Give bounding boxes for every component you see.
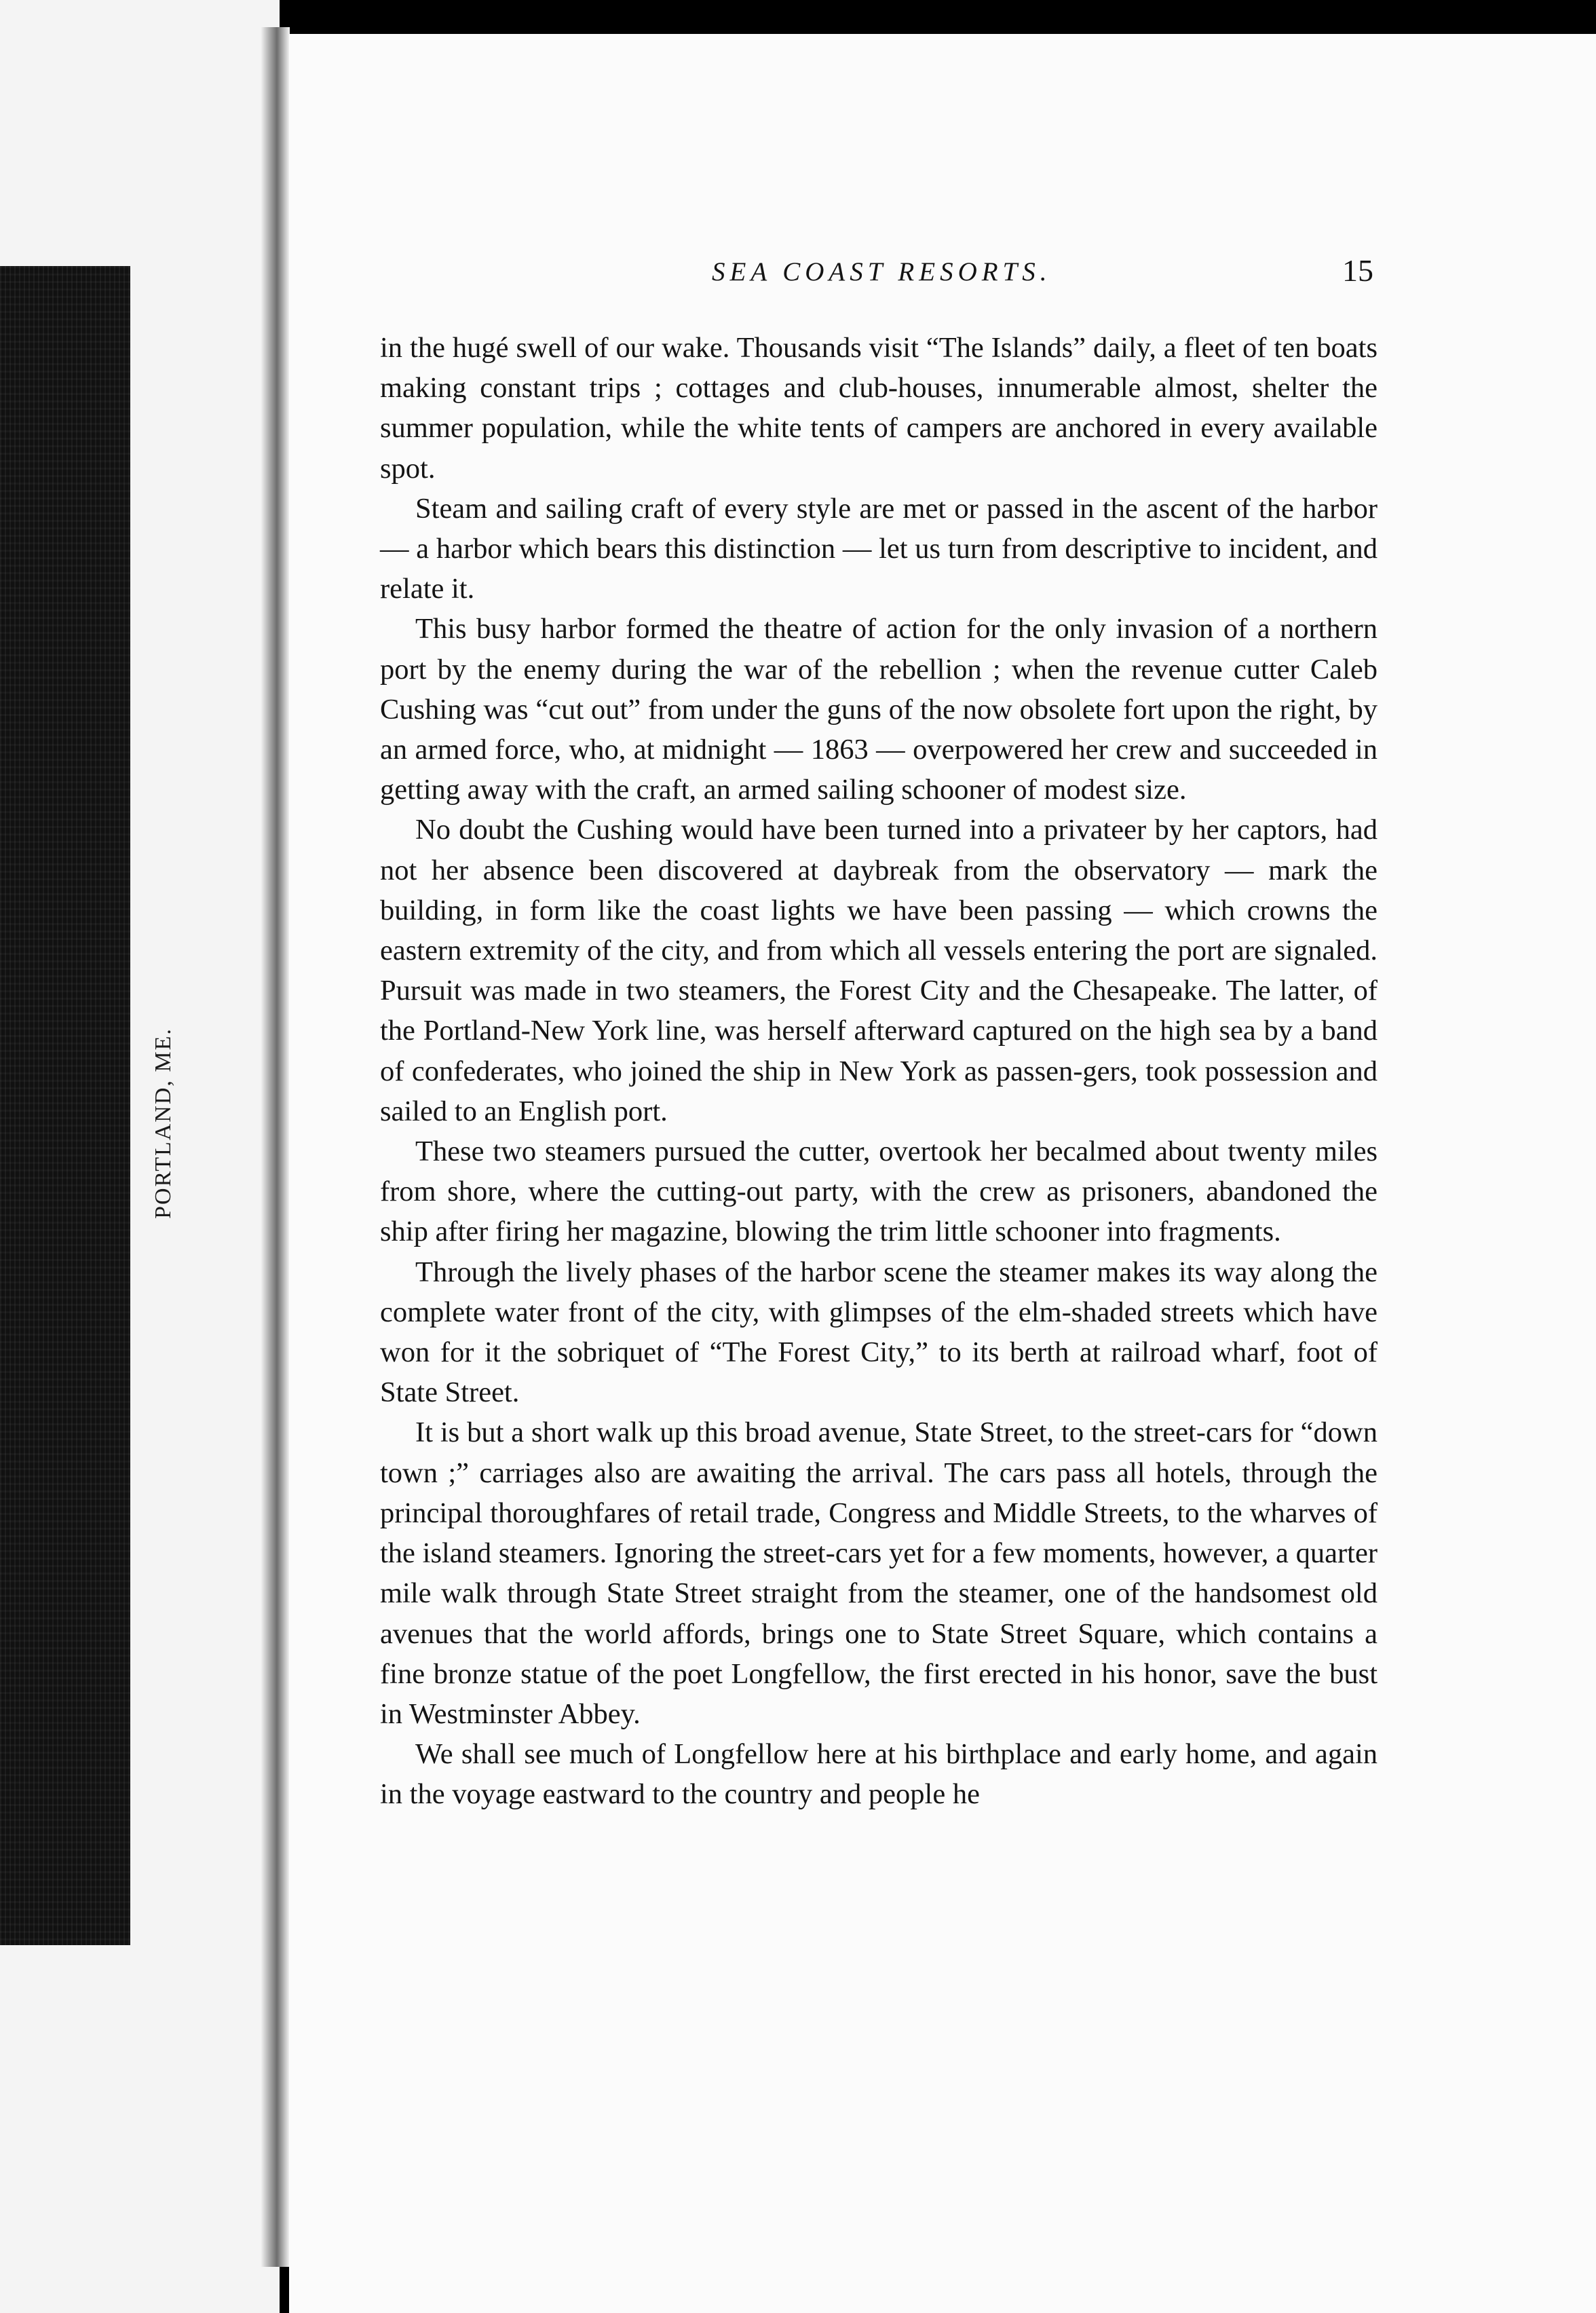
page-number: 15 bbox=[1342, 253, 1373, 288]
paragraph: This busy harbor formed the theatre of action for the only invasion of a northern port by the enemy during the war of the rebellion ; when the revenue cutter Caleb Cushing was “cut out” from under the guns of the now obsolete fort upon the right, by an armed force, who, at midnight — 1863 — overpowered her crew and succeeded in getting away with the craft, an armed sailing schooner of modest size. bbox=[380, 613, 1378, 806]
facing-page bbox=[0, 0, 280, 2313]
paragraph: These two steamers pursued the cutter, overtook her becalmed about twenty miles from shore, where the cutting-out party, with the crew as prisoners, abandoned the ship after firing her magazine, blowing the trim little schooner into fragments. bbox=[380, 1135, 1378, 1248]
paragraph: No doubt the Cushing would have been turned into a privateer by her captors, had not her absence been discovered at daybreak from the observatory — mark the building, in form like the coast lights we have been passing — which crowns the eastern extremity of the city, and from which all vessels entering the port are signaled. Pursuit was made in two steamers, the Forest City and the Chesapeake. The latter, of the Portland-New York line, was herself afterward captured on the high sea by a band of confederates, who joined the ship in New York as passen-gers, took possession and sailed to an English port. bbox=[380, 814, 1378, 1127]
paragraph: Through the lively phases of the harbor scene the steamer makes its way along the complete water front of the city, with glimpses of the elm-shaded streets which have won for it the sobriquet of “The Forest City,” to its berth at railroad wharf, foot of State Street. bbox=[380, 1256, 1378, 1409]
book-gutter bbox=[261, 27, 290, 2267]
photo-plate-image bbox=[0, 266, 130, 1945]
plate-caption: PORTLAND, ME. bbox=[151, 1028, 176, 1219]
running-title: SEA COAST RESORTS. bbox=[712, 257, 1052, 286]
body-text bbox=[380, 328, 1378, 1815]
paragraph: We shall see much of Longfellow here at his birthplace and early home, and again in the voyage eastward to the country and people he bbox=[380, 1738, 1378, 1811]
paragraph: Steam and sailing craft of every style are met or passed in the ascent of the harbor — a harbor which bears this distinction — let us turn from descriptive to incident, and relate it. bbox=[380, 492, 1378, 605]
paragraph: in the hugé swell of our wake. Thousands visit “The Islands” daily, a fleet of ten boats making constant trips ; cottages and club-houses, innumerable almost, shelter the summer population, while the white tents of campers are anchored in every available spot. bbox=[380, 332, 1378, 485]
paragraph: It is but a short walk up this broad avenue, State Street, to the street-cars for “down town ;” carriages also are awaiting the arrival. The cars pass all hotels, through the principal thoroughfares of retail trade, Congress and Middle Streets, to the wharves of the island steamers. Ignoring the street-cars yet for a few moments, however, a quarter mile walk through State Street straight from the steamer, one of the handsomest old avenues that the world affords, brings one to State Street Square, which contains a fine bronze statue of the poet Longfellow, the first erected in his honor, save the bust in Westminster Abbey. bbox=[380, 1416, 1378, 1730]
